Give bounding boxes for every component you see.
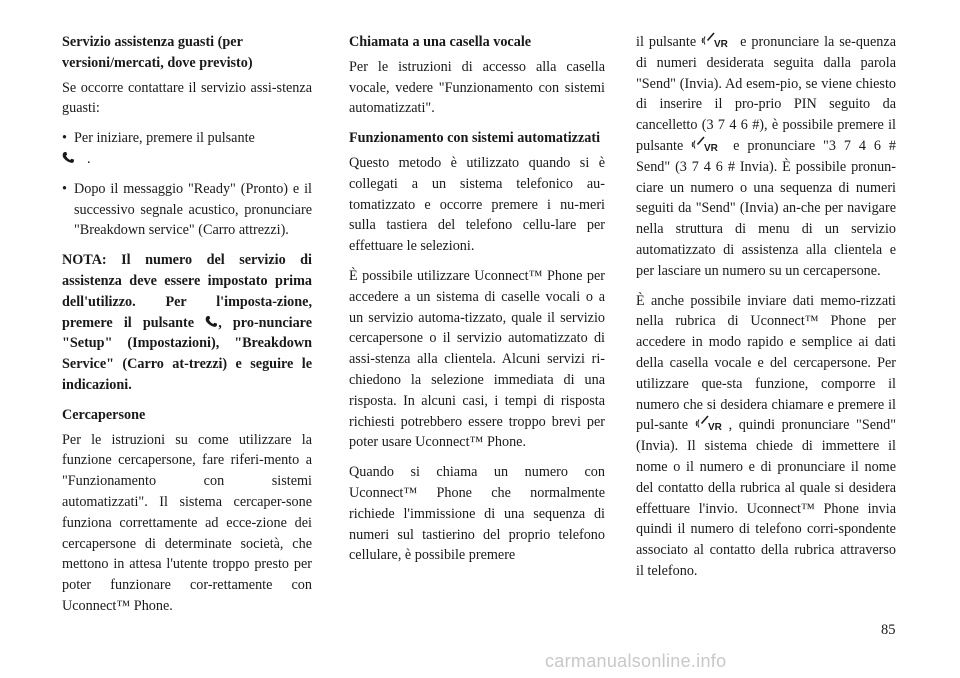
heading-breakdown-service: Servizio assistenza guasti (per versioni/mercati, dove previsto) [62,34,253,71]
paragraph-phonebook: È anche possibile inviare dati memo-rizzati nella rubrica di Uconnect™ Phone per accedere in modo rapido e semplice ai dati della casella vocale e del cercapersone. Per utilizzare que-sta funzione, comporre il numero che si desidera chiamare e premere il pul-sante VR , quindi pronunciare "Send" (Invia). Il sistema chiede di immettere il nome o il numero e di pronunciare il nome del contatto della rubrica al quale si desidera effettuare l'invio. Uconnect™ Phone invia quindi il numero di telefono corri-spondente associato al contatto della rubrica attraverso il telefono. [636,292,897,579]
bullet-start-text: Per iniziare, premere il pulsante [74,130,255,147]
heading-pager: Cercapersone [62,406,146,423]
heading-voicemail: Chiamata a una casella vocale [349,34,532,50]
watermark: carmanualsonline.info [545,651,727,671]
voice-recognition-icon [691,136,725,153]
svg-text:VR: VR [707,422,722,433]
bullet-ready: • Dopo il messaggio "Ready" (Pronto) e il successivo segnale acustico, pronunciare "Breakdown service" (Carro attrezzi). [62,180,312,239]
page-number: 85 [881,622,896,638]
svg-text:VR: VR [704,142,719,153]
paragraph-calling: Quando si chiama un numero con Uconnect™ Phone che normalmente richiede l'immissione di una sequenza di numeri sul tastierino del proprio telefono cellulare, è possibile premere [349,464,605,564]
paragraph-intro: Se occorre contattare il servizio assi-stenza guasti: [62,79,312,117]
paragraph-uconnect: È possibile utilizzare Uconnect™ Phone per accedere a un sistema di caselle vocali o a un servizio automa-tizzato, quale il servizio cercapersone o il servizio automatizzato di assi-stenza alla clientela. Alcuni servizi ri-chiedono la selezione immediata di una risposta. In alcuni casi, i tempi di risposta richiesti potrebbero essere troppo brevi per poter usare Uconnect™ Phone. [349,267,605,451]
left-column [62,32,312,626]
right-column [636,32,896,591]
bullet-start: • Per iniziare, premere il pulsante . [62,130,255,167]
paragraph-pager: Per le istruzioni su come utilizzare la funzione cercapersone, fare riferi-mento a "Funzionamento con sistemi automatizzati". Il sistema cercaper-sone funziona correttamente ad ecce-zione dei cercapersone di determinate società, che mettono in attesa l'utente troppo presto per poter funzionare cor-rettamente con Uconnect™ Phone. [62,431,312,614]
paragraph-voicemail: Per le istruzioni di accesso alla casella vocale, vedere "Funzionamento con sistemi automatizzati". [349,58,605,117]
voice-recognition-icon [701,32,735,49]
middle-column [349,32,605,575]
svg-text:VR: VR [714,39,729,49]
note-block: NOTA: Il numero del servizio di assistenza deve essere impostato prima dell'utilizzo. Per l'imposta-zione, premere il pulsante , pro-nunciare "Setup" (Impostazioni), "Breakdown Service" (Carro at-trezzi) e seguire le indicazioni. [62,252,313,393]
phone-icon [74,150,87,163]
paragraph-method: Questo metodo è utilizzato quando si è collegati a un sistema telefonico au-tomatizzato e occorre premere i nu-meri sulla tastiera del telefono cellu-lare per effettuare le selezioni. [349,154,605,255]
bullet-ready-text: Dopo il messaggio "Ready" (Pronto) e il successivo segnale acustico, pronunciare "Breakdown service" (Carro attrezzi). [74,180,312,239]
paragraph-send-sequence: il pulsante VR e pronunciare la se-quenza di numeri desiderata seguita dalla parola "Send" (Invia). Ad esem-pio, se viene chiesto di inserire il pro-prio PIN seguito da cancelletto (3 7 4 6 #), è possibile premere il pulsante VR e pronunciare "3 7 4 6 # Send" (3 7 4 6 # Invia). È possibile pronun-ciare un numero o una sequenza di numeri seguiti da "Send" (Invia) an-che per navigare nella struttura di menu di un servizio automatizzato di assistenza alla clientela e per lasciare un numero su un cercapersone. [636,34,897,279]
heading-automated-systems: Funzionamento con sistemi automatizzati [349,130,601,147]
voice-recognition-icon [695,415,729,432]
phone-icon [205,314,218,327]
